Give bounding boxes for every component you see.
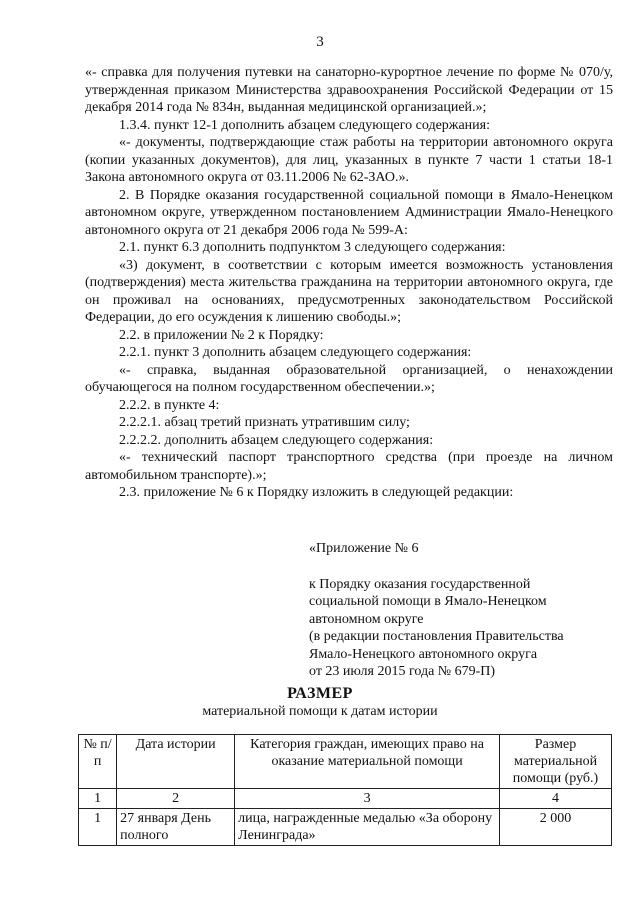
assistance-table <box>78 734 612 846</box>
paragraph: 2.2.2.2. дополнить абзацем следующего содержания: <box>119 432 434 448</box>
section-subheading: материальной помощи к датам истории <box>202 704 438 719</box>
appendix-line: социальной помощи в Ямало-Ненецком <box>309 594 547 609</box>
section-heading: РАЗМЕР <box>287 685 353 702</box>
table-header-cell: Размер материальной помощи (руб.) <box>500 735 612 789</box>
appendix-line: автономном округе <box>309 611 424 627</box>
paragraph: «- технический паспорт транспортного средства (при проезде на личном автомобильном транспорте).»; <box>85 450 613 483</box>
paragraph: 2.2. в приложении № 2 к Порядку: <box>119 327 324 343</box>
paragraph: 2.2.1. пункт 3 дополнить абзацем следующего содержания: <box>119 345 472 360</box>
appendix-line: (в редакции постановления Правительства <box>309 629 564 644</box>
column-number: 1 <box>79 789 117 809</box>
table-header-row <box>79 735 612 789</box>
table-cell: лица, награжденные медалью «За оборону Ленинграда» <box>235 809 500 846</box>
paragraph: «- справка для получения путевки на санаторно-курортное лечение по форме № 070/у, утвержденная приказом Министерства здравоохранения Российской Федерации от 15 декабря 2014 года № 834н, выданная медицинской организацией.»; <box>85 65 613 115</box>
paragraph: «3) документ, в соответствии с которым имеется возможность установления (подтверждения) места жительства гражданина на территории автономного округа, где он проживал на основаниях, предусмотренных законодательством Российской Федерации, до его осуждения к лишению свободы.»; <box>85 257 613 325</box>
appendix-line: Ямало-Ненецкого автономного округа <box>309 646 538 662</box>
appendix-title: «Приложение № 6 <box>309 541 419 556</box>
page-number: 3 <box>316 34 324 50</box>
table-header-cell: Дата истории <box>117 735 235 789</box>
table-header-cell: Категория граждан, имеющих право на оказание материальной помощи <box>235 735 500 789</box>
table-header-cell: № п/п <box>79 735 117 789</box>
paragraph: 2.3. приложение № 6 к Порядку изложить в следующей редакции: <box>119 485 514 500</box>
table-cell: 2 000 <box>500 809 612 846</box>
table-row <box>79 809 612 846</box>
column-number: 4 <box>500 789 612 809</box>
table-column-number-row <box>79 789 612 809</box>
paragraph: 2.2.2.1. абзац третий признать утратившим силу; <box>119 415 410 430</box>
appendix-header <box>309 540 609 681</box>
column-number: 3 <box>235 789 500 809</box>
paragraph: 2.1. пункт 6.3 дополнить подпунктом 3 следующего содержания: <box>119 240 506 255</box>
table-cell: 27 января День полного <box>117 809 235 846</box>
appendix-line: от 23 июля 2015 года № 679-П) <box>309 664 496 679</box>
column-number: 2 <box>117 789 235 809</box>
table-cell: 1 <box>79 809 117 846</box>
paragraph: 2.2.2. в пункте 4: <box>119 397 220 413</box>
paragraph: «- справка, выданная образовательной организацией, о ненахождении обучающегося на полном государственном обеспечении.»; <box>85 362 613 395</box>
paragraph: «- документы, подтверждающие стаж работы на территории автономного округа (копии указанных документов), для лиц, указанных в пункте 7 части 1 статьи 18-1 Закона автономного округа от 03.11.2006 № 62-ЗАО.». <box>85 135 613 185</box>
appendix-line: к Порядку оказания государственной <box>309 576 531 592</box>
paragraph: 1.3.4. пункт 12-1 дополнить абзацем следующего содержания: <box>119 117 490 133</box>
document-body <box>85 64 613 502</box>
paragraph: 2. В Порядке оказания государственной социальной помощи в Ямало-Ненецком автономном округе, утвержденном постановлением Администрации Ямало-Ненецкого автономного округа от 21 декабря 2006 года № 599-А: <box>85 187 613 238</box>
